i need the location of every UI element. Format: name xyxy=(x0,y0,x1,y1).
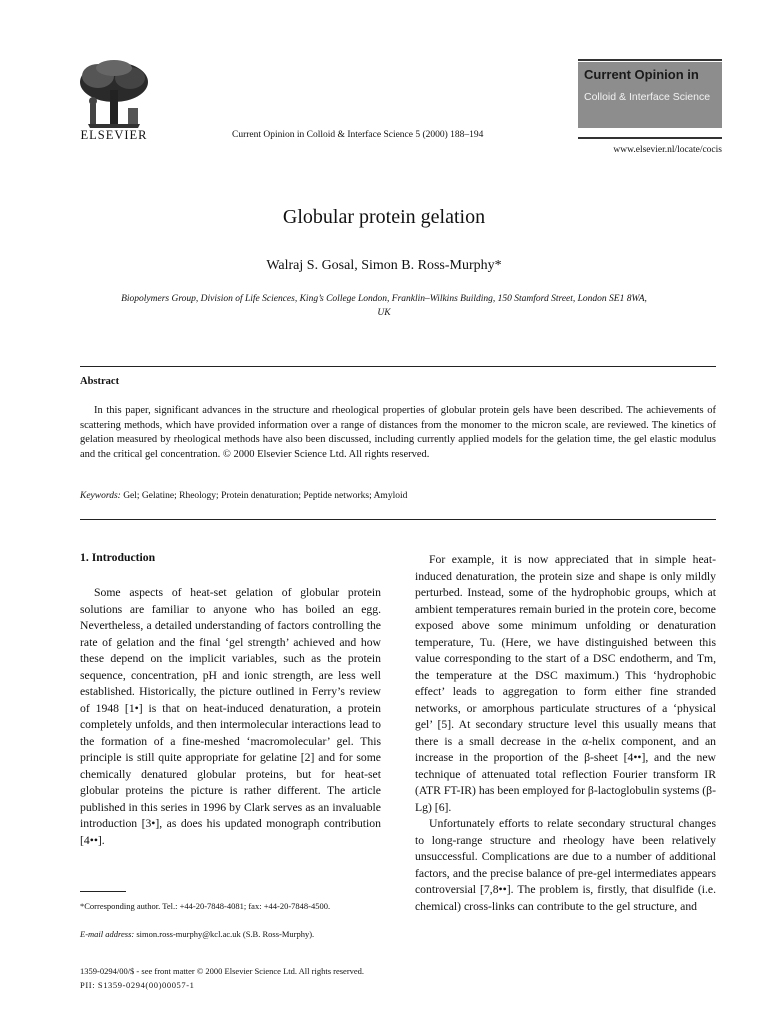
paragraph: Some aspects of heat-set gelation of globular protein solutions are familiar to anyone who has boiled an egg. Nevertheless, a detailed understanding of factors controlling the rate of gelation and the final ‘gel strength’ achieved and how these depend on the implicit variables, such as the protein sequence, concentration, pH and ionic strength, are less well established. Historically, the picture outlined in Ferry’s review of 1948 [1•] is that on heat-induced denaturation, a protein completely unfolds, and then intermolecular interactions lead to the formation of a fine-meshed ‘macromolecular’ gel. This principle is still quite appropriate for gelatine [2] and for some chemically denatured globular proteins, but for heat-set globular proteins the picture is rather different. The article published in this series in 1996 by Clark serves as an invaluable introduction [3•], as does his updated monograph contribution [4••]. xyxy=(80,586,381,847)
email-label: E-mail address: xyxy=(80,929,135,939)
article-authors: Walraj S. Gosal, Simon B. Ross-Murphy* xyxy=(266,258,502,273)
journal-website-link[interactable]: www.elsevier.nl/locate/cocis xyxy=(613,145,722,155)
keywords-line xyxy=(80,491,407,501)
brand-rule xyxy=(578,137,722,139)
section-heading: 1. Introduction xyxy=(80,551,156,564)
brand-subtitle: Colloid & Interface Science xyxy=(584,91,711,103)
paragraph: Unfortunately efforts to relate secondary structural changes to long-range structure and rheology have been relatively unsuccessful. Complications are due to a number of additional factors, and the precise balance of pre-gel intermediates appears controversial [7,8••]. The problem is, firstly, that disulfide (i.e. chemical) cross-links can contribute to the gel structure, and xyxy=(415,817,716,913)
keywords-label: Keywords: xyxy=(80,491,121,501)
keywords-list: Gel; Gelatine; Rheology; Protein denaturation; Peptide networks; Amyloid xyxy=(123,491,408,501)
corresponding-author-note: *Corresponding author. Tel.: +44-20-7848-4081; fax: +44-20-7848-4500. xyxy=(80,901,331,911)
elsevier-tree-logo xyxy=(68,58,160,138)
abstract-bottom-rule xyxy=(80,519,716,520)
abstract-heading: Abstract xyxy=(80,376,120,387)
journal-citation: Current Opinion in Colloid & Interface Science 5 (2000) 188–194 xyxy=(232,130,484,140)
email-note xyxy=(80,927,381,941)
publisher-name: ELSEVIER xyxy=(80,128,148,142)
abstract-text: In this paper, significant advances in the structure and rheological properties of globular protein gels have been described. The achievements of scattering methods, which have provided information over a range of distances from the monomer to the micron scale, are reviewed. The kinetics of gelation measured by rheological methods have also been discussed, including currently applied models for the gelation time, the gel elastic modulus and the critical gel concentration. © 2000 Elsevier Science Ltd. All rights reserved. xyxy=(80,405,716,460)
front-matter-line: 1359-0294/00/$ - see front matter © 2000 Elsevier Science Ltd. All rights reserved. xyxy=(80,966,365,976)
brand-top-rule xyxy=(578,59,722,61)
pii-line: PII: S1359-0294(00)00057-1 xyxy=(80,980,195,990)
article-title: Globular protein gelation xyxy=(282,206,486,228)
abstract-top-rule xyxy=(80,366,716,367)
right-column xyxy=(415,552,716,915)
author-affiliation: Biopolymers Group, Division of Life Sciences, King’s College London, Franklin–Wilkins Building, 150 Stamford Street, London SE1 8WA, UK xyxy=(121,294,647,318)
journal-brand-box xyxy=(578,62,722,128)
footnote-rule xyxy=(80,891,126,892)
brand-title: Current Opinion in xyxy=(584,67,699,82)
left-column xyxy=(80,585,381,849)
paragraph: For example, it is now appreciated that in simple heat-induced denaturation, the protein size and shape is only mildly perturbed. Instead, some of the hydrophobic groups, which at ambient temperatures remain buried in the protein core, become exposed above some minimum unfolding or denaturation temperature, Tu. (Here, we have distinguished between this value corresponding to the start of a DSC endotherm, and Tm, the temperature at the DSC maximum.) This ‘hydrophobic effect’ leads to aggregation to form either fine stranded networks, or amorphous particulate structures of a ‘physical gel’ [5]. At secondary structure level this usually means that there is a small decrease in the α-helix component, and an increase in the proportion of the β-sheet [4••], and the new technique of attenuated total reflection Fourier transform IR (ATR FT-IR) has been employed for β-lactoglobulin systems (β-Lg) [6]. xyxy=(415,553,716,814)
email-address[interactable]: simon.ross-murphy@kcl.ac.uk (S.B. Ross-Murphy). xyxy=(136,929,315,939)
